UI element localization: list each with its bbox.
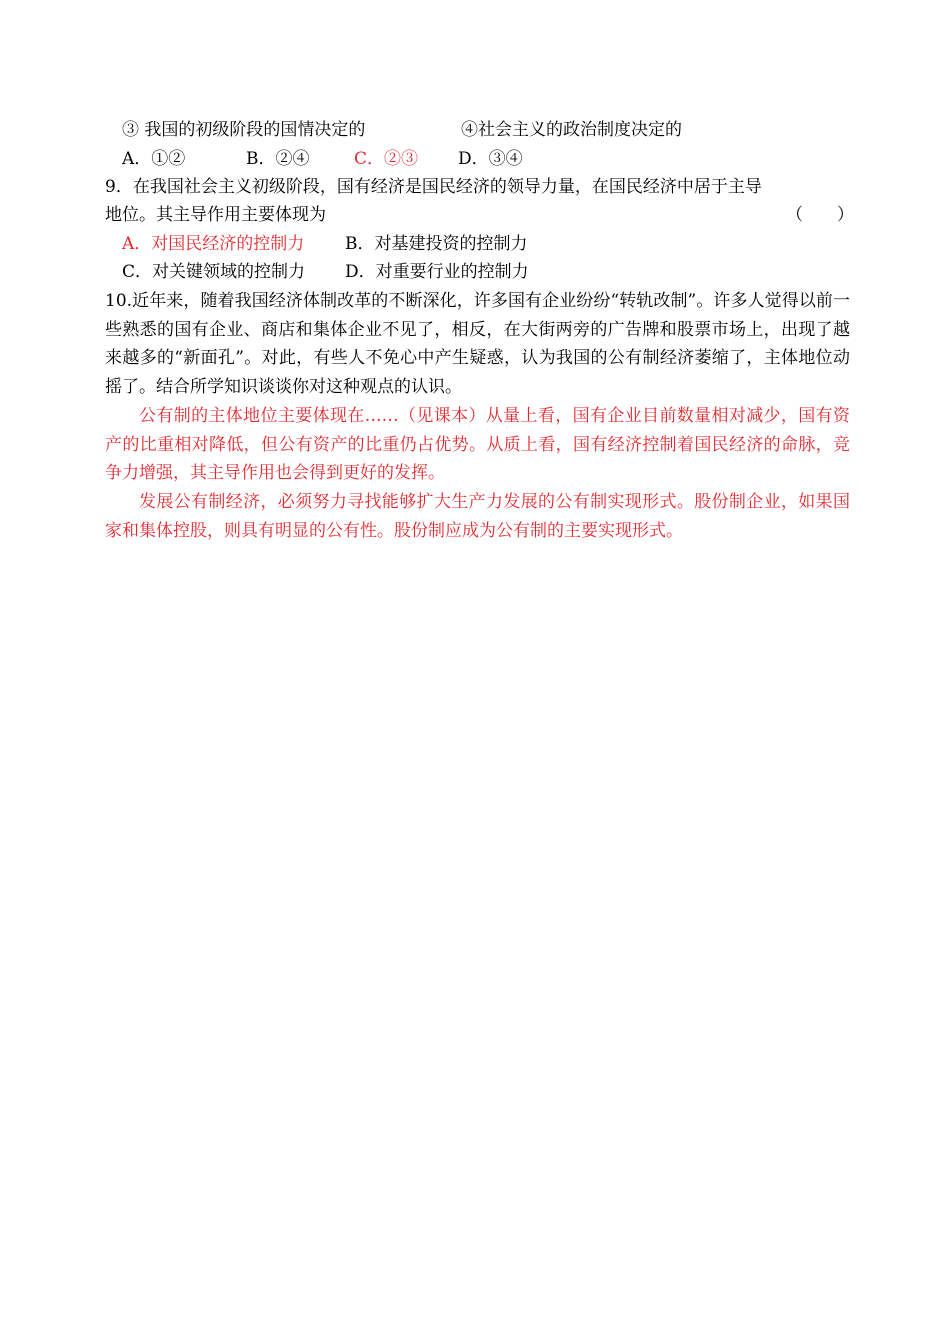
q8-statements-line	[0, 120, 950, 142]
q9-option-c: C．对关键领域的控制力	[122, 262, 306, 282]
q8-option-b: B．②④	[246, 149, 310, 169]
q9-question-line2: 地位。其主导作用主要体现为	[105, 205, 326, 225]
q8-options-line	[0, 149, 950, 171]
q10-question: 10.近年来，随着我国经济体制改革的不断深化，许多国有企业纷纷“转轨改制”。许多人觉得以前一些熟悉的国有企业、商店和集体企业不见了，相反，在大街两旁的广告牌和股票市场上，出现了越来越多的“新面孔”。对此，有些人不免心中产生疑惑，认为我国的公有制经济萎缩了，主体地位动摇了。结合所学知识谈谈你对这种观点的认识。	[105, 291, 850, 397]
q8-option-d: D．③④	[458, 149, 523, 169]
q9-options-line1	[0, 234, 950, 256]
q8-statement-4: ④社会主义的政治制度决定的	[461, 120, 682, 140]
q8-option-c-answer: C．②③	[354, 149, 419, 169]
q9-answer-bracket: （ ）	[786, 205, 854, 225]
q10-answer-paragraph-2: 发展公有制经济，必须努力寻找能够扩大生产力发展的公有制实现形式。股份制企业，如果国家和集体控股，则具有明显的公有性。股份制应成为公有制的主要实现形式。	[105, 492, 850, 541]
q9-option-a-answer: A．对国民经济的控制力	[122, 234, 305, 254]
q9-option-b: B．对基建投资的控制力	[345, 234, 528, 254]
q10-answer-paragraph-1: 公有制的主体地位主要体现在……（见课本）从量上看，国有企业目前数量相对减少，国有资产的比重相对降低，但公有资产的比重仍占优势。从质上看，国有经济控制着国民经济的命脉，竞争力增强，其主导作用也会得到更好的发挥。	[105, 406, 850, 483]
q8-statement-3: ③ 我国的初级阶段的国情决定的	[122, 120, 366, 140]
q9-option-d: D．对重要行业的控制力	[345, 262, 529, 282]
q9-options-line2	[0, 262, 950, 284]
q8-option-a: A．①②	[122, 149, 186, 169]
q9-question-line1: 9．在我国社会主义初级阶段，国有经济是国民经济的领导力量，在国民经济中居于主导	[105, 177, 762, 197]
